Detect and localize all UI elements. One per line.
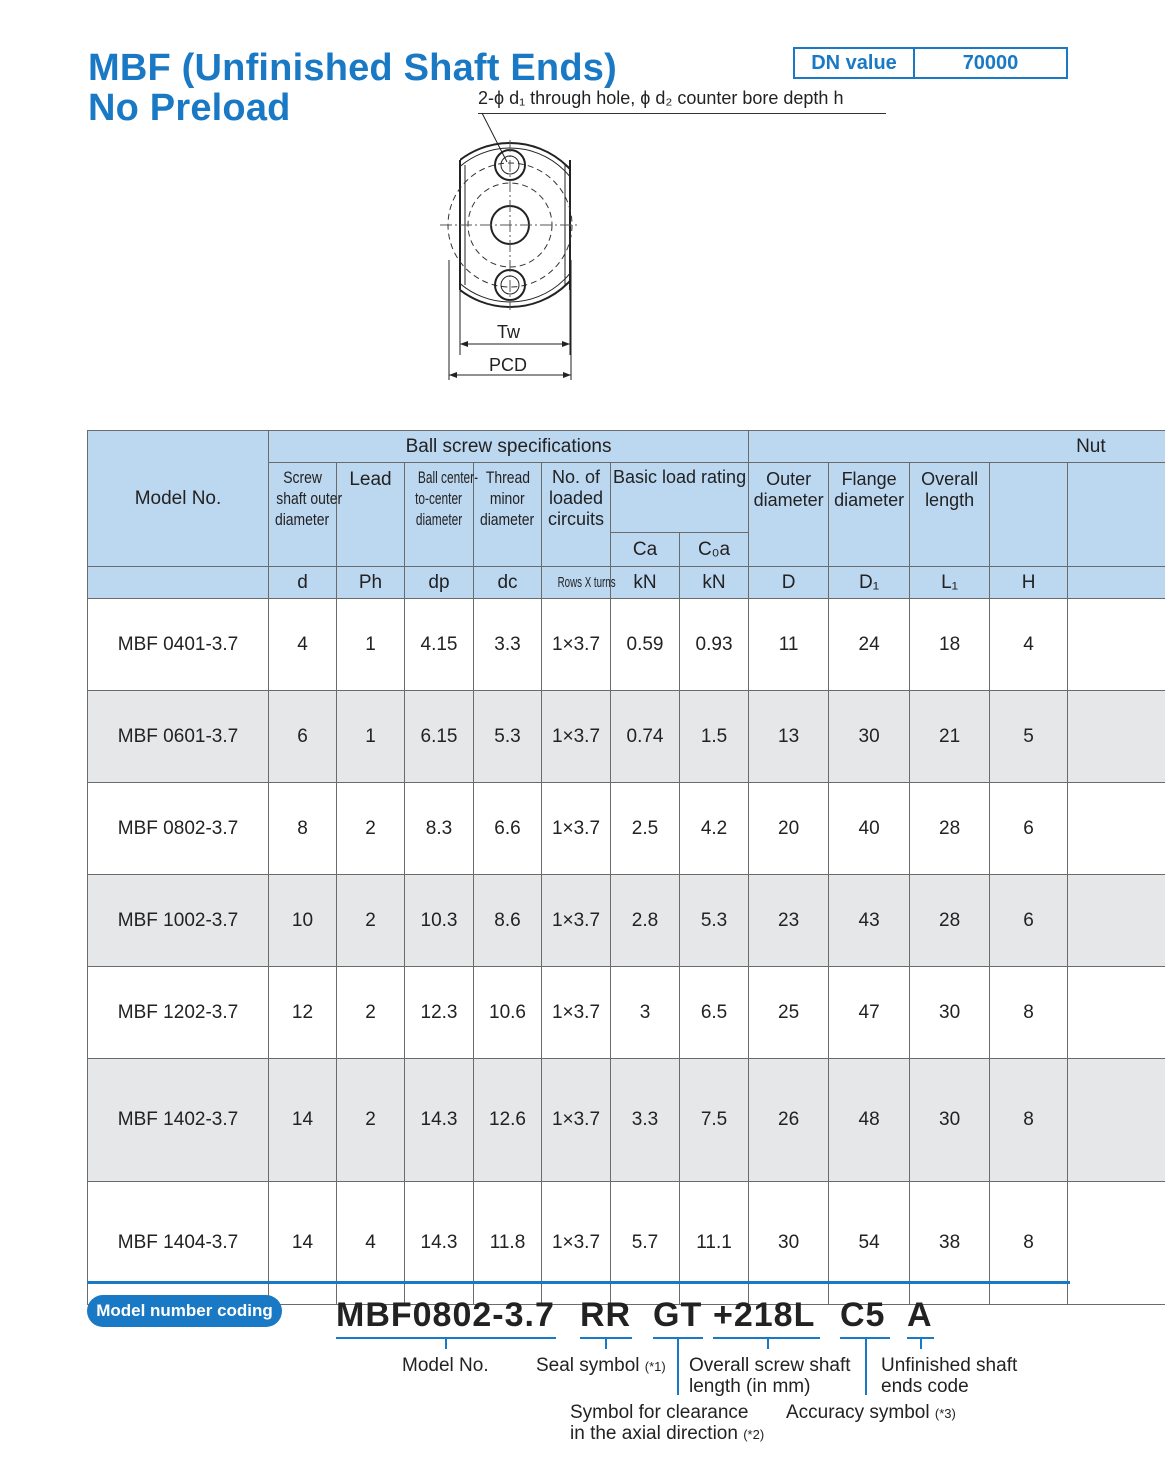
table-row [88,1182,1165,1305]
value-cell: 54 [829,1182,910,1305]
model-cell: MBF 0401-3.7 [88,599,269,691]
page-title: MBF (Unfinished Shaft Ends) [88,47,617,89]
section-divider [87,1281,1070,1284]
value-cell: 47 [829,967,910,1059]
table-row [88,691,1165,783]
value-cell: 13 [749,691,829,783]
value-cell: 1 [337,599,405,691]
model-cell: MBF 0601-3.7 [88,691,269,783]
code-model: MBF0802-3.7 [336,1296,555,1334]
unit-ca-kn: kN [611,567,680,599]
legend-accuracy-symbol: Accuracy symbol (*3) [786,1402,956,1423]
value-cell: 14 [269,1059,337,1182]
unit-d: d [269,567,337,599]
pcd-label: PCD [489,355,528,375]
value-cell: 2.8 [611,875,680,967]
legend-seal-symbol: Seal symbol (*1) [536,1355,666,1376]
value-cell: 30 [910,1059,990,1182]
legend-clearance-symbol: Symbol for clearance in the axial direction (*2) [570,1402,765,1444]
value-cell: 28 [910,875,990,967]
header-overall-length: Overall length [910,463,990,567]
model-cell: MBF 1202-3.7 [88,967,269,1059]
table-row [88,783,1165,875]
flange-drawing [430,110,600,385]
table-row [88,599,1165,691]
value-cell: 1×3.7 [542,1059,611,1182]
value-cell: 6 [990,783,1068,875]
value-cell: 11.8 [474,1182,542,1305]
header-thread-minor: Thread minor diameter [474,463,542,567]
value-cell: 4 [269,599,337,691]
header-nut: Nut [749,431,1165,463]
unit-dp: dp [405,567,474,599]
value-cell: 5.3 [680,875,749,967]
model-cell: MBF 0802-3.7 [88,783,269,875]
value-cell: 3 [611,967,680,1059]
code-accuracy: C5 [840,1296,886,1334]
header-ball-screw-specs: Ball screw specifications [269,431,749,463]
value-cell: 8 [269,783,337,875]
value-cell: 30 [749,1182,829,1305]
value-cell: 1×3.7 [542,599,611,691]
value-cell: 10.3 [405,875,474,967]
value-cell: 4.2 [680,783,749,875]
value-cell: 10.6 [474,967,542,1059]
value-cell: 2.5 [611,783,680,875]
value-cell: 48 [829,1059,910,1182]
tw-label: Tw [497,322,521,342]
code-length: +218L [713,1296,816,1334]
value-cell: 2 [337,1059,405,1182]
code-unfinished: A [907,1296,933,1334]
value-cell: 4 [990,599,1068,691]
unit-D: D [749,567,829,599]
header-outer-diameter: Outer diameter [749,463,829,567]
value-cell: 6.5 [680,967,749,1059]
unit-c0a-kn: kN [680,567,749,599]
value-cell: 14 [269,1182,337,1305]
value-cell: 0.59 [611,599,680,691]
value-cell: 3.3 [611,1059,680,1182]
unit-L1: L₁ [910,567,990,599]
value-cell: 20 [749,783,829,875]
unit-ph: Ph [337,567,405,599]
value-cell: 12 [269,967,337,1059]
value-cell: 6.6 [474,783,542,875]
value-cell: 1 [337,691,405,783]
value-cell: 3.3 [474,599,542,691]
legend-model-no: Model No. [402,1355,489,1376]
header-flange-diameter: Flange diameter [829,463,910,567]
value-cell: 10 [269,875,337,967]
header-extra-blank [1068,463,1165,567]
value-cell: 1×3.7 [542,967,611,1059]
value-cell: 8.6 [474,875,542,967]
value-cell: 5.7 [611,1182,680,1305]
value-cell: 14.3 [405,1059,474,1182]
value-cell: 11 [749,599,829,691]
value-cell: 28 [910,783,990,875]
value-cell: 23 [749,875,829,967]
unit-D1: D₁ [829,567,910,599]
dn-value: 70000 [962,51,1019,74]
value-cell: 1×3.7 [542,1182,611,1305]
value-cell: 11.1 [680,1182,749,1305]
legend-unfinished-ends: Unfinished shaft ends code [881,1355,1018,1397]
value-cell: 8.3 [405,783,474,875]
value-cell: 6 [990,875,1068,967]
value-cell: 1×3.7 [542,875,611,967]
page-subtitle: No Preload [88,87,291,129]
table-row [88,1059,1165,1182]
hole-note: 2-ϕ d₁ through hole, ϕ d₂ counter bore depth h [478,88,844,108]
value-cell: 18 [910,599,990,691]
dn-label: DN value [795,49,915,77]
model-cell: MBF 1402-3.7 [88,1059,269,1182]
value-cell: 5 [990,691,1068,783]
value-cell: 30 [910,967,990,1059]
value-cell: 6.15 [405,691,474,783]
value-cell: 0.93 [680,599,749,691]
dn-value-box [793,47,1068,79]
unit-rows-turns: Rows X turns [542,567,611,599]
header-screw-shaft: Screw shaft outer diameter [269,463,337,567]
value-cell: 38 [910,1182,990,1305]
header-ball-center: Ball center- to-center diameter [405,463,474,567]
value-cell: 25 [749,967,829,1059]
legend-overall-length: Overall screw shaft length (in mm) [689,1355,851,1397]
header-loaded-circuits: No. of loaded circuits [542,463,611,567]
code-clearance: GT [653,1296,703,1334]
model-coding-badge: Model number coding [87,1295,282,1327]
header-lead: Lead [337,463,405,567]
table-row [88,875,1165,967]
value-cell: 8 [990,1059,1068,1182]
value-cell: 4 [337,1182,405,1305]
value-cell: 8 [990,1182,1068,1305]
value-cell: 7.5 [680,1059,749,1182]
value-cell: 1×3.7 [542,691,611,783]
value-cell: 12.6 [474,1059,542,1182]
value-cell: 8 [990,967,1068,1059]
table-body [88,599,1165,1305]
value-cell: 1.5 [680,691,749,783]
model-cell: MBF 1404-3.7 [88,1182,269,1305]
value-cell: 21 [910,691,990,783]
value-cell: 43 [829,875,910,967]
header-h-blank [990,463,1068,567]
value-cell: 30 [829,691,910,783]
table-row [88,967,1165,1059]
header-ca: Ca [611,533,680,567]
code-seal: RR [580,1296,632,1334]
unit-H: H [990,567,1068,599]
model-cell: MBF 1002-3.7 [88,875,269,967]
value-cell: 6 [269,691,337,783]
value-cell: 2 [337,967,405,1059]
value-cell: 14.3 [405,1182,474,1305]
value-cell: 40 [829,783,910,875]
value-cell: 1×3.7 [542,783,611,875]
value-cell: 5.3 [474,691,542,783]
value-cell: 2 [337,783,405,875]
value-cell: 12.3 [405,967,474,1059]
value-cell: 2 [337,875,405,967]
value-cell: 24 [829,599,910,691]
value-cell: 26 [749,1059,829,1182]
header-model: Model No. [88,431,269,567]
spec-table [87,430,1165,1305]
unit-dc: dc [474,567,542,599]
header-basic-load-rating: Basic load rating [611,463,749,533]
header-units-row [88,567,1165,599]
header-c0a: C₀a [680,533,749,567]
value-cell: 4.15 [405,599,474,691]
value-cell: 0.74 [611,691,680,783]
